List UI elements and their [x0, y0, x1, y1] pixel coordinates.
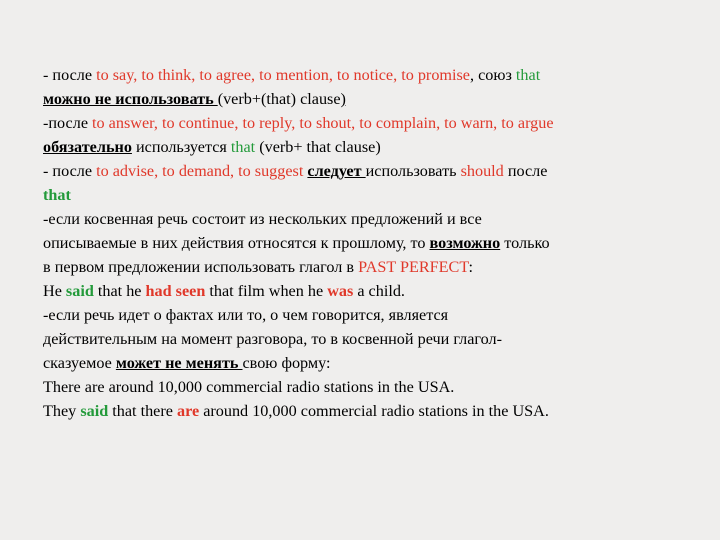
- text-segment: that film when he: [205, 282, 328, 300]
- text-segment: said: [65, 282, 94, 300]
- text-segment: после: [503, 162, 548, 180]
- text-segment: :: [468, 258, 473, 276]
- text-segment: может не менять: [115, 354, 243, 372]
- text-segment: возможно: [429, 234, 501, 252]
- text-segment: - после: [43, 162, 97, 180]
- text-segment: had seen: [145, 282, 206, 300]
- text-line: [43, 375, 693, 399]
- text-segment: (verb+(that) clause: [217, 90, 341, 108]
- text-line: [43, 279, 693, 303]
- text-line: [43, 135, 693, 159]
- text-segment: that there: [108, 402, 177, 420]
- text-line: [43, 183, 693, 207]
- text-segment: использовать: [365, 162, 461, 180]
- text-line: [43, 351, 693, 375]
- text-segment: that: [43, 186, 71, 204]
- text-segment: to advise, to demand, to suggest: [96, 162, 304, 180]
- text-segment: that: [230, 138, 256, 156]
- text-segment: are: [176, 402, 200, 420]
- text-segment: , союз: [470, 66, 516, 84]
- text-segment: (verb+ that clause): [255, 138, 381, 156]
- text-segment: said: [80, 402, 109, 420]
- text-segment: PAST PERFECT: [358, 258, 469, 276]
- text-segment: -после: [43, 114, 93, 132]
- text-segment: действительным на момент разговора, то в косвенной речи глагол-: [43, 330, 503, 348]
- text-line: [43, 63, 693, 87]
- text-segment: should: [460, 162, 504, 180]
- text-segment: можно не использовать: [43, 90, 218, 108]
- text-line: [43, 231, 693, 255]
- text-segment: -если косвенная речь состоит из нескольких предложений и все: [43, 210, 482, 228]
- text-segment: - после: [43, 66, 97, 84]
- text-segment: There are around 10,000 commercial radio stations in the USA.: [43, 378, 455, 396]
- text-segment: описываемые в них действия относятся к прошлому, то: [43, 234, 430, 252]
- text-segment: a child.: [353, 282, 405, 300]
- text-line: [43, 159, 693, 183]
- text-segment: to answer, to continue, to reply, to shout, to complain, to warn, to argue: [92, 114, 554, 132]
- text-segment: в первом предложении использовать глагол в: [43, 258, 359, 276]
- text-line: [43, 399, 693, 423]
- text-segment: -если речь идет о фактах или то, о чем говорится, является: [43, 306, 449, 324]
- text-segment: They: [43, 402, 81, 420]
- text-segment: обязательно: [43, 138, 132, 156]
- text-segment: was: [327, 282, 354, 300]
- text-segment: сказуемое: [43, 354, 116, 372]
- text-segment: around 10,000 commercial radio stations in the USA.: [199, 402, 549, 420]
- text-line: [43, 207, 693, 231]
- text-segment: ): [340, 90, 346, 108]
- text-line: [43, 327, 693, 351]
- text-line: [43, 87, 693, 111]
- text-segment: to say, to think, to agree, to mention, to notice, to promise: [96, 66, 470, 84]
- text-segment: используется: [131, 138, 231, 156]
- text-segment: только: [500, 234, 550, 252]
- text-segment: that: [515, 66, 541, 84]
- text-line: [43, 255, 693, 279]
- text-segment: следует: [307, 162, 366, 180]
- text-segment: that he: [93, 282, 146, 300]
- text-line: [43, 111, 693, 135]
- text-line: [43, 303, 693, 327]
- text-segment: свою форму:: [242, 354, 331, 372]
- body-text: [43, 63, 693, 423]
- text-segment: He: [43, 282, 66, 300]
